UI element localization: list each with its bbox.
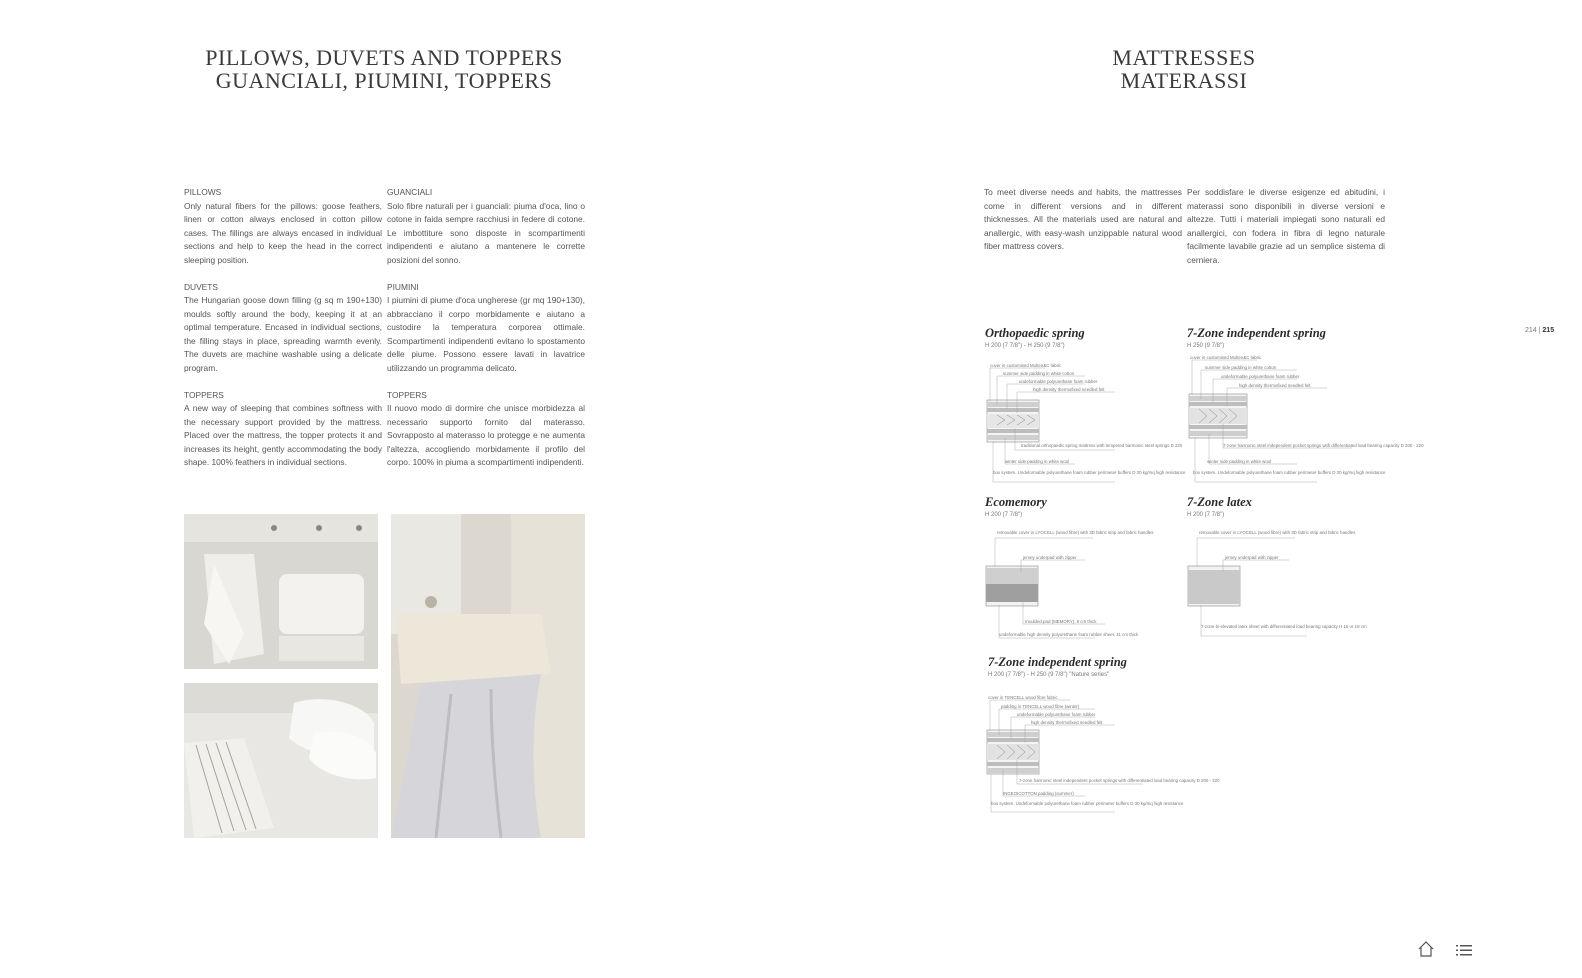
label-latex-top-1: jersey underpad with zipper <box>1225 555 1279 560</box>
mattress-intro-it <box>1187 186 1385 281</box>
label-nature-top-3: high density thermofixed needled felt <box>1031 720 1103 725</box>
label-orthopaedic-bottom-1: winter side padding in white wool <box>1005 459 1070 464</box>
piumini-text: I piumini di piume d'oca ungherese (gr mq 190+130), abbracciano il corpo morbidamente e aiutano a custodire la temperatura corporea ottimale. Scompartimenti indipendenti evitano lo spostamento delle piume. Possono essere lavati in lavatrice utilizzando un programma delicato. <box>387 295 585 373</box>
pillows-heading: PILLOWS <box>184 187 222 197</box>
label-7zone-spring-bottom-1: winter side padding in white wool <box>1207 459 1272 464</box>
label-ecomemory-bottom-1: undeformable high density polyurethane foam rubber sheet, 11 cm thick <box>999 632 1139 637</box>
duvets-heading: DUVETS <box>184 281 218 292</box>
mattress-intro-it-text: Per soddisfare le diverse esigenze ed abitudini, i materassi sono disponibili in diverse versioni e altezze. Tutti i materiali impiegati sono naturali ed anallergici, con fodera in fibra di legno naturale facilmente lavabile grazie ad un semplice sistema di cerniera. <box>1187 187 1385 265</box>
italian-column <box>387 186 585 483</box>
label-7zone-spring-top-2: undeformable polyurethane foam rubber <box>1221 374 1300 379</box>
label-nature-top-1: padding in TENCELL wood fibre (winter) <box>1001 704 1080 709</box>
left-title-line-2: GUANCIALI, PIUMINI, TOPPERS <box>215 68 553 93</box>
label-latex-bottom-0: 7-zone bi-elevated latex sheet with differentiated load bearing capacity H 16 or 18 cm <box>1201 624 1367 629</box>
mattress-size-7zone-spring: H 250 (9 7/8") <box>1187 343 1225 349</box>
label-orthopaedic-top-1: summer side padding in white cotton <box>1003 371 1075 376</box>
toppers-heading: TOPPERS <box>184 389 224 400</box>
duvet-photo <box>391 514 585 838</box>
piumini-heading: PIUMINI <box>387 281 419 292</box>
toppers-it-heading: TOPPERS <box>387 389 427 400</box>
label-ecomemory-bottom-0: moulded pad (MEMORY), 8 cm thick <box>1025 619 1097 624</box>
label-orthopaedic-top-3: high density thermofixed needled felt <box>1033 387 1105 392</box>
label-nature-top-2: undeformable polyurethane foam rubber <box>1017 712 1096 717</box>
label-ecomemory-top-1: jersey underpad with zipper <box>1023 555 1077 560</box>
mattress-intro-en-text: To meet diverse needs and habits, the mattresses come in different versions and in different thicknesses. All the materials used are natural and anallergic, with easy-wash unzippable natural wood fiber mattress covers. <box>984 187 1182 251</box>
english-column <box>184 186 382 483</box>
right-page-title <box>1084 46 1284 92</box>
left-page-title <box>184 46 584 92</box>
list-menu-icon[interactable] <box>1455 942 1473 958</box>
diagram-7zone-spring <box>1187 352 1424 486</box>
home-icon[interactable] <box>1417 940 1435 958</box>
label-ecomemory-top-0: removable cover in LYOCELL (wood fibre) with 3D fabric strip and fabric handles <box>997 530 1154 535</box>
diagram-ecomemory <box>985 526 1154 646</box>
left-title-line-1: PILLOWS, DUVETS AND TOPPERS <box>205 45 563 70</box>
label-7zone-spring-top-0: cover in customised Molten&C fabric <box>1190 355 1262 360</box>
label-orthopaedic-top-2: undeformable polyurethane foam rubber <box>1019 379 1098 384</box>
mattress-intro-en <box>984 186 1182 267</box>
bed-linen-photo <box>184 683 378 838</box>
label-nature-bottom-0: 7-zone harmonic steel independent pocket springs with differentiated load bearing capacity D 200 - 220 <box>1019 778 1220 783</box>
mattress-title-7zone-nature: 7-Zone independent spring <box>988 655 1127 669</box>
guanciali-text: Solo fibre naturali per i guanciali: piuma d'oca, lino o cotone in faida sempre racchiusi in federe di cotone. Le imbottiture sono disposte in scompartimenti indipendenti e aiutano a mantenere le corrette posizioni del sonno. <box>387 200 585 265</box>
right-title-line-2: MATERASSI <box>1120 68 1248 93</box>
mattress-title-7zone-spring: 7-Zone independent spring <box>1187 326 1326 340</box>
page-number-left: 214 <box>1525 327 1537 334</box>
mattress-size-ecomemory: H 200 (7 7/8") <box>985 512 1023 518</box>
label-7zone-spring-bottom-2: box system. Undeformable polyurethane foam rubber perimeter buffers D 30 kg/mq high resistance <box>1193 470 1386 475</box>
mattress-title-orthopaedic: Orthopaedic spring <box>985 326 1085 340</box>
page-number-right: 215 <box>1542 327 1555 334</box>
label-orthopaedic-bottom-0: traditional orthopaedic spring mattress with tempered harmonic steel springs D 220 <box>1021 443 1183 448</box>
diagram-orthopaedic <box>985 358 1186 486</box>
mattress-size-7zone-nature: H 200 (7 7/8") - H 250 (9 7/8") "Nature series" <box>988 672 1110 678</box>
toppers-it-text: Il nuovo modo di dormire che unisce morbidezza al necessario supporto fornito dal materasso. Sovrapposto al materasso lo protegge e ne aumenta l'altezza, accogliendo morbidamente il profilo del corpo. 100% in piuma a scompartimenti indipendenti. <box>387 403 585 467</box>
mattress-size-7zone-latex: H 200 (7 7/8") <box>1187 512 1225 518</box>
pillows-text: Only natural fibers for the pillows: goose feathers, linen or cotton always enclosed in cotton pillow cases. The fillings are always encased in individual sections and help to keep the head in the correct sleeping position. <box>184 200 382 265</box>
label-orthopaedic-bottom-2: box system. Undeformable polyurethane foam rubber perimeter buffers D 30 kg/mq high resistance <box>993 470 1186 475</box>
mattress-title-ecomemory: Ecomemory <box>985 495 1047 509</box>
diagram-7zone-nature <box>985 692 1220 816</box>
page-number: 214 | 215 <box>1525 327 1555 334</box>
diagram-7zone-latex <box>1187 526 1367 646</box>
guanciali-heading: GUANCIALI <box>387 187 433 197</box>
mattress-title-7zone-latex: 7-Zone latex <box>1187 495 1252 509</box>
label-nature-top-0: cover in TENCELL wood fibre fabric <box>988 695 1058 700</box>
toppers-text: A new way of sleeping that combines softness with the necessary support provided by the mattress. Placed over the mattress, the topper protects it and increases its height, gently accommodating the body shape. 100% feathers in individual sections. <box>184 403 382 467</box>
label-nature-bottom-1: INGEOICOTTON padding (summer) <box>1003 791 1074 796</box>
label-7zone-spring-bottom-0: 7-zone harmonic steel independent pocket springs with differentiated load bearing capacity D 200 - 220 <box>1223 443 1424 448</box>
label-nature-bottom-2: box system. Undeformable polyurethane foam rubber perimeter buffers D 30 kg/mq high resistance <box>991 801 1184 806</box>
duvets-text: The Hungarian goose down filling (g sq m 190+130) moulds softly around the body, keeping it at an optimal temperature. Encased in individual sections, the filling stays in place, spreading warmth evenly. The duvets are machine washable using a delicate program. <box>184 295 382 373</box>
label-latex-top-0: removable cover in LYOCELL (wood fibre) with 3D fabric strip and fabric handles <box>1199 530 1356 535</box>
right-title-line-1: MATTRESSES <box>1112 45 1256 70</box>
label-7zone-spring-top-1: summer side padding in white cotton <box>1205 365 1277 370</box>
mattress-size-orthopaedic: H 200 (7 7/8") - H 250 (9 7/8") <box>985 343 1065 349</box>
pillows-photo <box>184 514 378 669</box>
label-orthopaedic-top-0: cover in customised Molten&C fabric <box>990 363 1062 368</box>
label-7zone-spring-top-3: high density thermofixed needled felt <box>1239 383 1311 388</box>
